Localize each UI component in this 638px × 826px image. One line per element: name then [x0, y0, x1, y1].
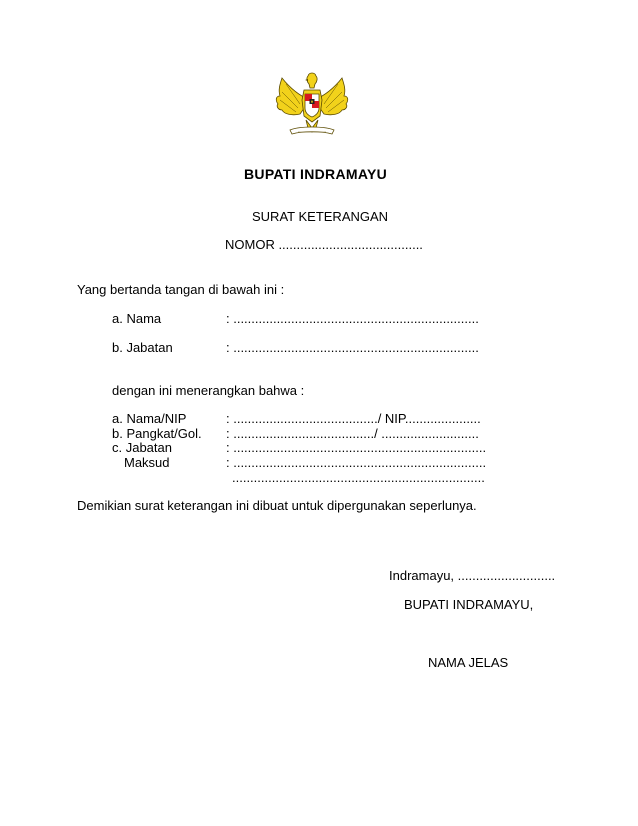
statement-text: dengan ini menerangkan bahwa : — [112, 383, 305, 398]
document-type: SURAT KETERANGAN — [252, 209, 389, 224]
document-number: NOMOR ........................................ — [225, 237, 423, 252]
intro-text: Yang bertanda tangan di bawah ini : — [77, 282, 285, 297]
signature-place-date: Indramayu, ........................... — [389, 568, 556, 583]
signer-jabatan-label: b. Jabatan — [112, 340, 173, 355]
subject-maksud-continuation: ...................................................................... — [232, 470, 485, 485]
subject-maksud-field: : ...................................................................... — [226, 455, 487, 470]
subject-jabatan-field: : ...................................................................... — [226, 440, 487, 455]
signature-name: NAMA JELAS — [428, 655, 509, 670]
subject-jabatan-label: c. Jabatan — [112, 440, 172, 455]
signer-jabatan-field: : .................................................................... — [226, 340, 479, 355]
subject-pangkat-field: : ......................................./ ........................... — [226, 426, 479, 441]
signer-nama-label: a. Nama — [112, 311, 162, 326]
signature-position: BUPATI INDRAMAYU, — [404, 597, 534, 612]
subject-nip-field: : ......................................../ NIP..................... — [226, 411, 481, 426]
closing-text: Demikian surat keterangan ini dibuat untuk dipergunakan seperlunya. — [77, 498, 477, 513]
subject-maksud-label: Maksud — [124, 455, 170, 470]
garuda-emblem-icon — [272, 70, 352, 138]
page-title: BUPATI INDRAMAYU — [244, 166, 387, 182]
subject-nip-label: a. Nama/NIP — [112, 411, 187, 426]
subject-pangkat-label: b. Pangkat/Gol. — [112, 426, 202, 441]
signer-nama-field: : .................................................................... — [226, 311, 479, 326]
